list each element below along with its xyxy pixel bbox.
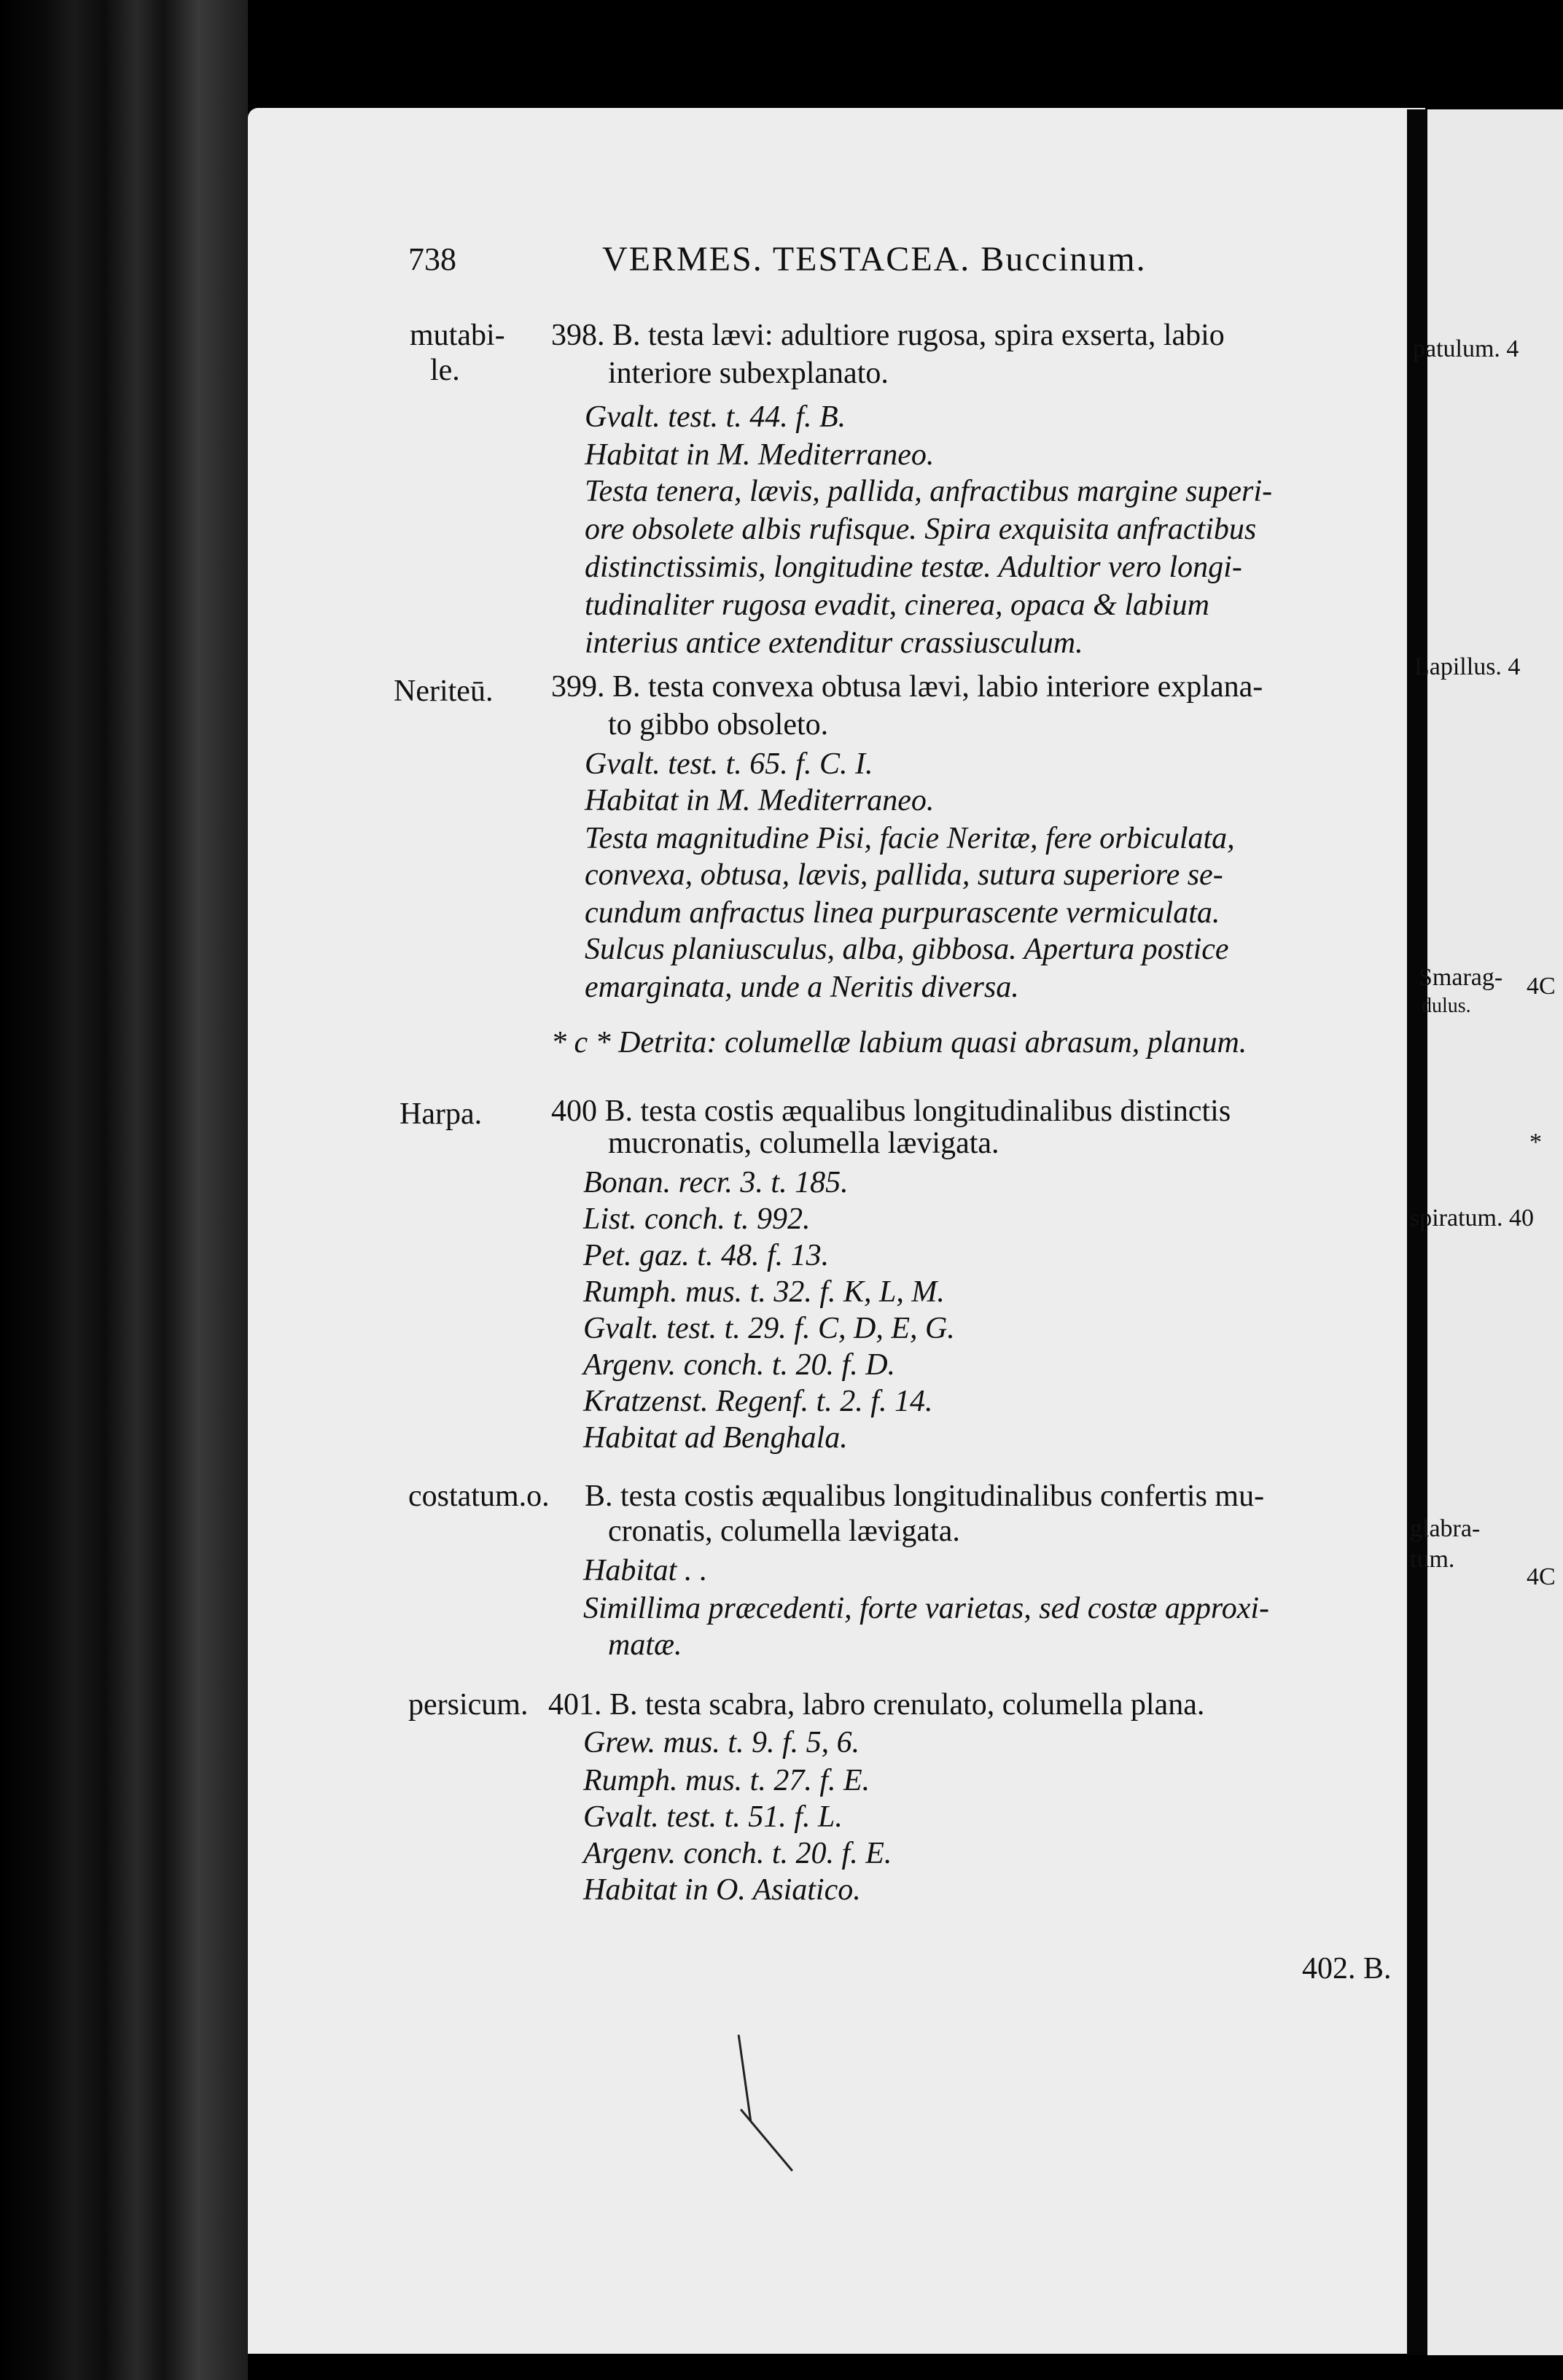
- reference-line: Grew. mus. t. 9. f. 5, 6.: [583, 1726, 860, 1759]
- description-line: convexa, obtusa, lævis, pallida, sutura superiore se-: [585, 858, 1223, 892]
- right-page-edge: [1427, 109, 1563, 2355]
- reference-line: Bonan. recr. 3. t. 185.: [583, 1166, 849, 1199]
- description-line: tudinaliter rugosa evadit, cinerea, opaca & labium: [585, 588, 1210, 622]
- diagnosis-line: B. testa costis æqualibus longitudinalibus confertis mu-: [585, 1479, 1265, 1513]
- description-line: cundum anfractus linea purpurascente vermiculata.: [585, 896, 1220, 930]
- diagnosis-line: mucronatis, columella lævigata.: [608, 1127, 999, 1160]
- reference-line: List. conch. t. 992.: [583, 1202, 811, 1236]
- description-line: Testa magnitudine Pisi, facie Neritæ, fere orbiculata,: [585, 822, 1235, 855]
- species-name: Harpa.: [399, 1097, 483, 1131]
- catchword: 402. B.: [1302, 1952, 1392, 1986]
- facing-page-name: tum.: [1410, 1546, 1455, 1573]
- habitat-line: Habitat in O. Asiatico.: [583, 1873, 861, 1907]
- diagnosis-line: 398. B. testa lævi: adultiore rugosa, spira exserta, labio: [551, 319, 1225, 352]
- diagnosis-line: 401. B. testa scabra, labro crenulato, columella plana.: [548, 1688, 1205, 1722]
- description-line: emarginata, unde a Neritis diversa.: [585, 971, 1019, 1004]
- reference-line: Pet. gaz. t. 48. f. 13.: [583, 1239, 830, 1272]
- habitat-line: Habitat . .: [583, 1554, 708, 1587]
- diagnosis-line: to gibbo obsoleto.: [608, 708, 829, 742]
- facing-page-name: patulum. 4: [1413, 335, 1519, 362]
- reference-line: Argenv. conch. t. 20. f. E.: [583, 1837, 892, 1870]
- description-line: ore obsolete albis rufisque. Spira exquisita anfractibus: [585, 513, 1257, 546]
- reference-line: Rumph. mus. t. 27. f. E.: [583, 1764, 870, 1797]
- reference-line: Argenv. conch. t. 20. f. D.: [583, 1348, 896, 1382]
- description-line: interius antice extenditur crassiusculum.: [585, 626, 1083, 660]
- species-name: Neriteū.: [394, 674, 494, 708]
- diagnosis-line: 400 B. testa costis æqualibus longitudinalibus distinctis: [551, 1094, 1231, 1128]
- facing-page-number: 4C: [1527, 1563, 1556, 1590]
- variety-line: * c * Detrita: columellæ labium quasi abrasum, planum.: [551, 1026, 1247, 1059]
- book-spine: [0, 0, 248, 2380]
- species-name: le.: [430, 354, 460, 387]
- diagnosis-line: 399. B. testa convexa obtusa lævi, labio interiore explana-: [551, 670, 1263, 704]
- facing-page-name: Lapillus. 4: [1414, 653, 1521, 680]
- page-gutter: [1407, 109, 1429, 2355]
- description-line: distinctissimis, longitudine testæ. Adultior vero longi-: [585, 551, 1242, 584]
- description-line: Testa tenera, lævis, pallida, anfractibus margine superi-: [585, 475, 1273, 508]
- habitat-line: Habitat in M. Mediterraneo.: [585, 438, 935, 472]
- reference-line: Gvalt. test. t. 44. f. B.: [585, 400, 846, 434]
- running-title: VERMES. TESTACEA. Buccinum.: [602, 240, 1147, 279]
- facing-page-name: glabra-: [1410, 1515, 1481, 1542]
- facing-page-name: dulus.: [1422, 995, 1471, 1017]
- reference-line: Gvalt. test. t. 29. f. C, D, E, G.: [583, 1312, 955, 1345]
- description-line: matæ.: [608, 1628, 682, 1662]
- reference-line: Kratzenst. Regenf. t. 2. f. 14.: [583, 1385, 933, 1418]
- diagnosis-line: interiore subexplanato.: [608, 357, 889, 390]
- habitat-line: Habitat in M. Mediterraneo.: [585, 784, 935, 817]
- facing-page-number: 4C: [1527, 973, 1556, 1000]
- reference-line: Gvalt. test. t. 65. f. C. I.: [585, 747, 873, 781]
- species-name: mutabi-: [410, 319, 505, 352]
- facing-page-mark: *: [1529, 1129, 1542, 1156]
- diagnosis-line: cronatis, columella lævigata.: [608, 1514, 960, 1548]
- description-line: Simillima præcedenti, forte varietas, sed costæ approxi-: [583, 1592, 1270, 1625]
- reference-line: Gvalt. test. t. 51. f. L.: [583, 1800, 843, 1834]
- facing-page-name: spiratum. 40: [1410, 1205, 1534, 1232]
- reference-line: Rumph. mus. t. 32. f. K, L, M.: [583, 1275, 945, 1309]
- species-name: costatum.o.: [408, 1479, 550, 1513]
- habitat-line: Habitat ad Benghala.: [583, 1421, 848, 1455]
- description-line: Sulcus planiusculus, alba, gibbosa. Apertura postice: [585, 933, 1229, 966]
- page-number: 738: [408, 241, 456, 277]
- facing-page-name: Smarag-: [1419, 964, 1503, 991]
- species-name: persicum.: [408, 1688, 529, 1722]
